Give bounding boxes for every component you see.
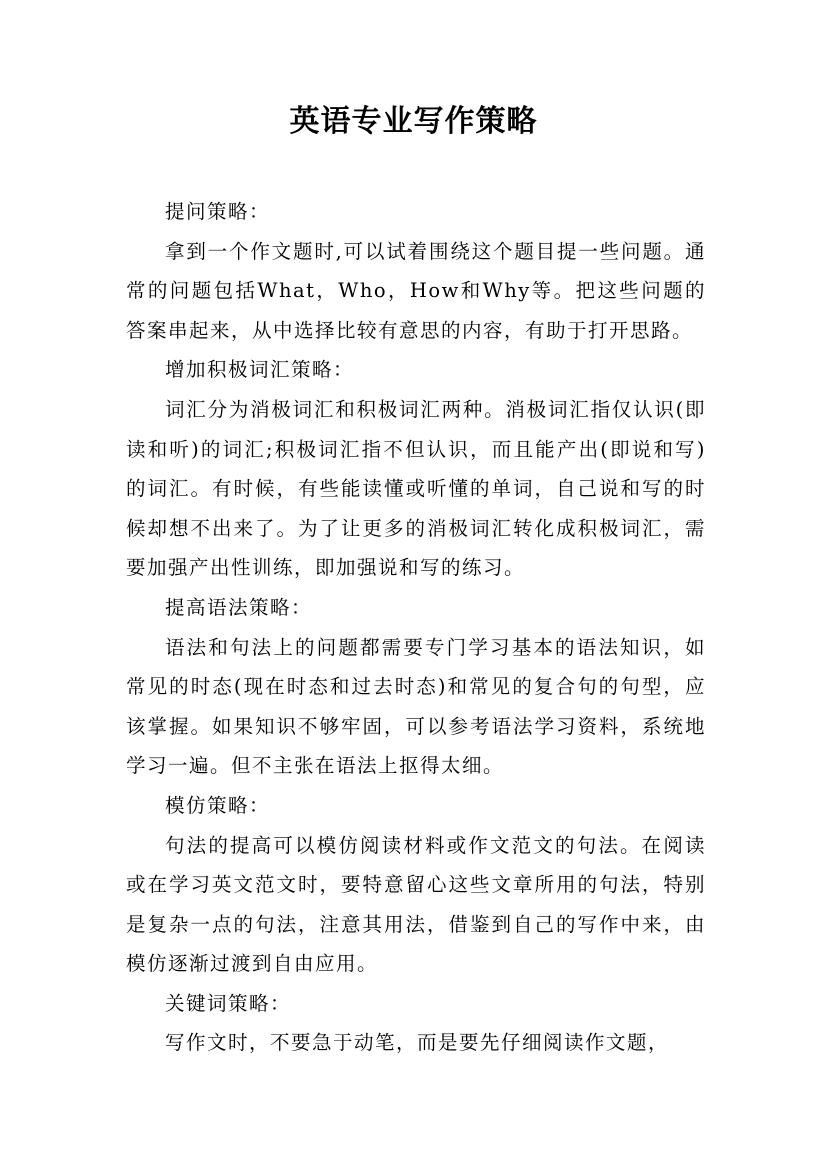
section-paragraph-keywords: 写作文时，不要急于动笔，而是要先仔细阅读作文题， (165, 1031, 670, 1055)
section-paragraph-questioning: 拿到一个作文题时,可以试着围绕这个题目提一些问题。通常的问题包括What，Who，How和Why等。把这些问题的答案串起来，从中选择比较有意思的内容，有助于打开思路。 (126, 239, 706, 342)
document-title: 英语专业写作策略 (289, 104, 538, 139)
section-heading-keywords: 关键词策略： (165, 991, 292, 1015)
section-heading-grammar: 提高语法策略： (165, 595, 313, 619)
section-paragraph-active-vocabulary: 词汇分为消极词汇和积极词汇两种。消极词汇指仅认识(即读和听)的词汇;积极词汇指不但认识，而且能产出(即说和写)的词汇。有时候，有些能读懂或听懂的单词，自己说和写的时候却想不出来了。为了让更多的消极词汇转化成积极词汇，需要加强产出性训练，即加强说和写的练习。 (126, 397, 706, 580)
document-body (126, 192, 706, 1063)
section-paragraph-imitation: 句法的提高可以模仿阅读材料或作文范文的句法。在阅读或在学习英文范文时，要特意留心这些文章所用的句法，特别是复杂一点的句法，注意其用法，借鉴到自己的写作中来，由模仿逐渐过渡到自由应用。 (126, 833, 706, 976)
section-paragraph-grammar: 语法和句法上的问题都需要专门学习基本的语法知识，如常见的时态(现在时态和过去时态)和常见的复合句的句型，应该掌握。如果知识不够牢固，可以参考语法学习资料，系统地学习一遍。但不主张在语法上抠得太细。 (126, 635, 706, 778)
section-heading-imitation: 模仿策略： (165, 793, 271, 817)
section-heading-active-vocabulary: 增加积极词汇策略： (165, 358, 355, 382)
section-heading-questioning: 提问策略： (165, 200, 271, 223)
